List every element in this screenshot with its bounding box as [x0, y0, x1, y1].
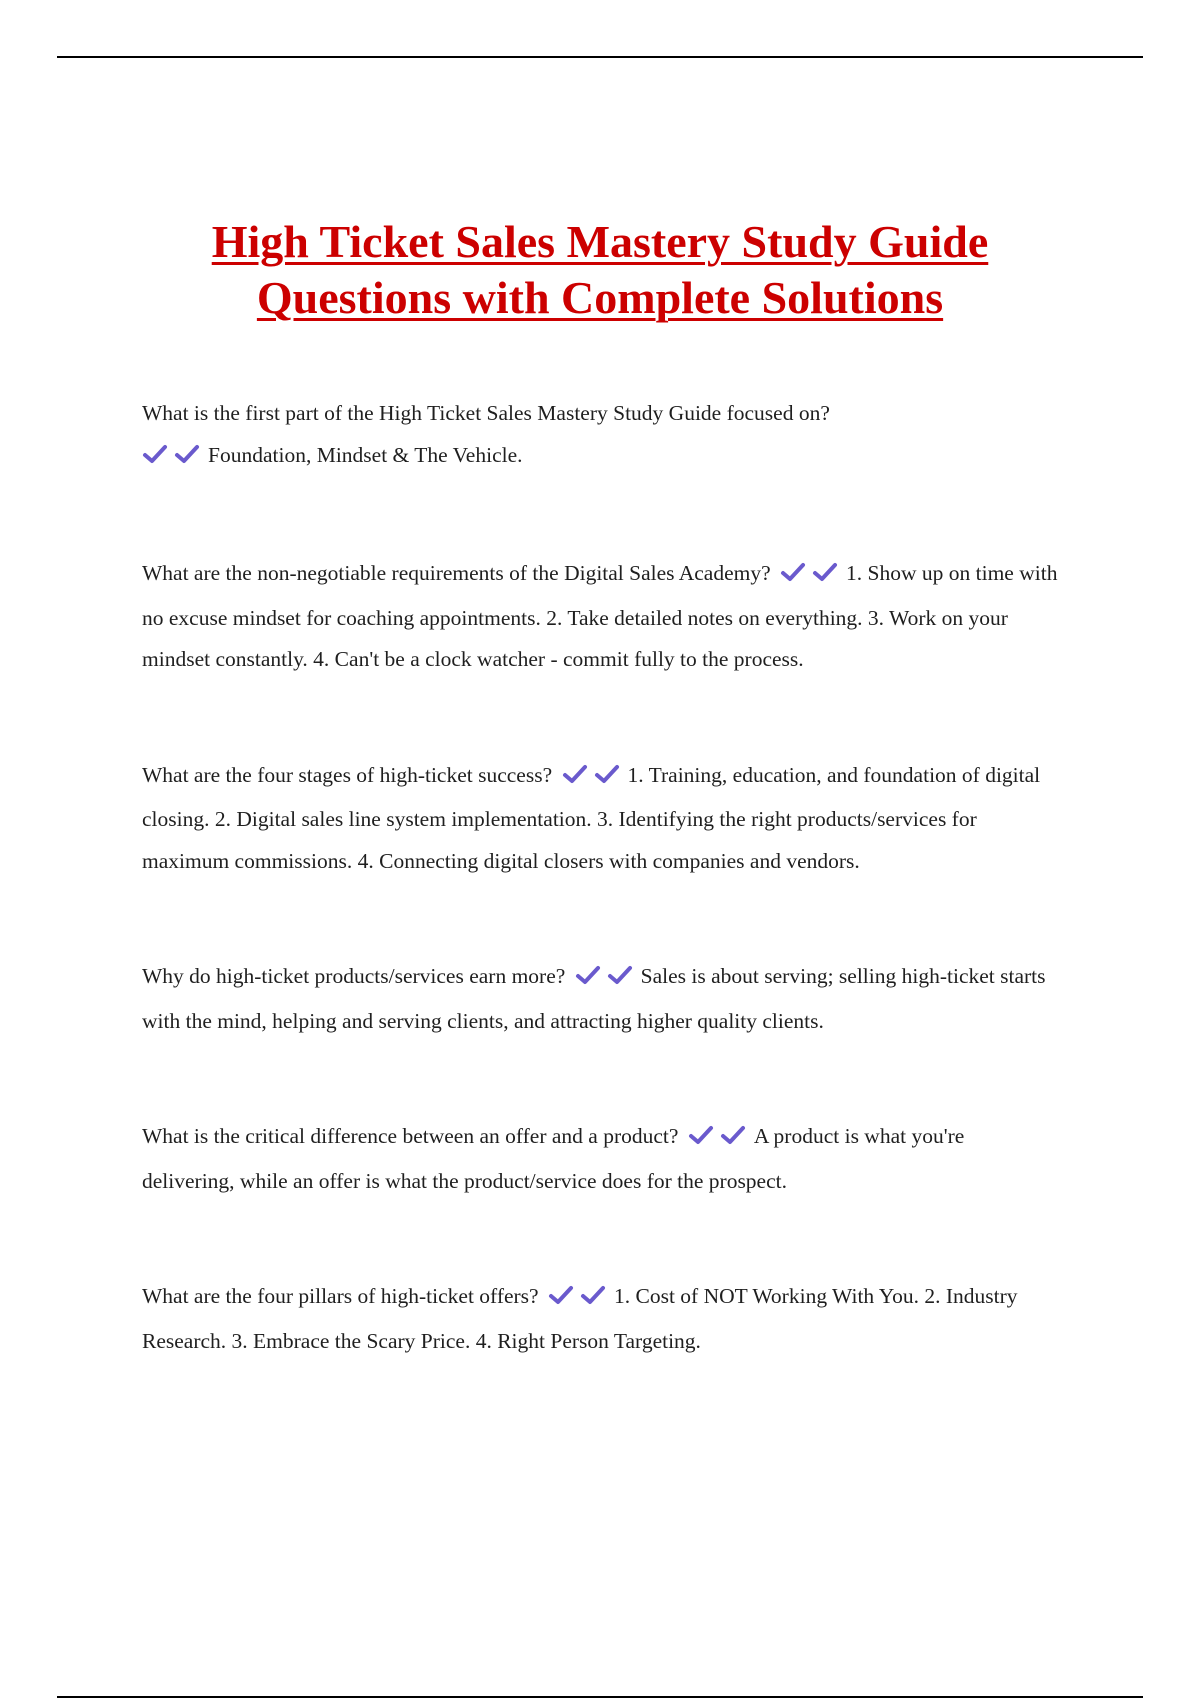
question-text: What is the critical difference between an offer and a product? — [142, 1124, 679, 1148]
answer-text: 1. Cost of NOT Working With You. 2. Industry Research. 3. Embrace the Scary Price. 4. Right Person Targeting. — [142, 1284, 1018, 1353]
double-checkmark-icon — [688, 1119, 752, 1161]
title-line-2: Questions with Complete Solutions — [256, 272, 944, 323]
question-text: What is the first part of the High Ticket Sales Mastery Study Guide focused on? — [142, 401, 830, 425]
bottom-rule — [57, 1696, 1143, 1698]
answer-text: Foundation, Mindset & The Vehicle. — [208, 442, 523, 467]
title-line-1: High Ticket Sales Mastery Study Guide — [211, 216, 989, 267]
qa-item-1 — [142, 393, 1062, 479]
double-checkmark-icon — [780, 556, 844, 598]
qa-item-4 — [142, 956, 1062, 1042]
qa-list — [142, 393, 1062, 1436]
answer-text: 1. Show up on time with no excuse mindset for coaching appointments. 2. Take detailed notes on everything. 3. Work on your mindset constantly. 4. Can't be a clock watcher - commit fully to the process. — [142, 561, 1058, 671]
double-checkmark-icon — [562, 758, 626, 800]
qa-item-5 — [142, 1116, 1062, 1202]
top-rule — [57, 56, 1143, 58]
qa-item-6 — [142, 1276, 1062, 1362]
question-text: What are the four stages of high-ticket success? — [142, 762, 553, 787]
document-title — [0, 214, 1200, 326]
answer-text: Sales is about serving; selling high-ticket starts with the mind, helping and serving clients, and attracting higher quality clients. — [142, 964, 1046, 1033]
question-text: What are the four pillars of high-ticket offers? — [142, 1284, 539, 1308]
double-checkmark-icon — [575, 959, 639, 1001]
answer-text: 1. Training, education, and foundation of digital closing. 2. Digital sales line system implementation. 3. Identifying the right products/services for maximum commissions. 4. Connecting digital closers with companies and vendors. — [142, 762, 1041, 873]
double-checkmark-icon — [142, 438, 206, 480]
qa-item-3 — [142, 755, 1062, 883]
question-text: Why do high-ticket products/services earn more? — [142, 964, 566, 988]
answer-text: A product is what you're delivering, while an offer is what the product/service does for the prospect. — [142, 1124, 965, 1193]
double-checkmark-icon — [548, 1279, 612, 1321]
qa-item-2 — [142, 553, 1062, 681]
question-text: What are the non-negotiable requirements of the Digital Sales Academy? — [142, 561, 771, 585]
